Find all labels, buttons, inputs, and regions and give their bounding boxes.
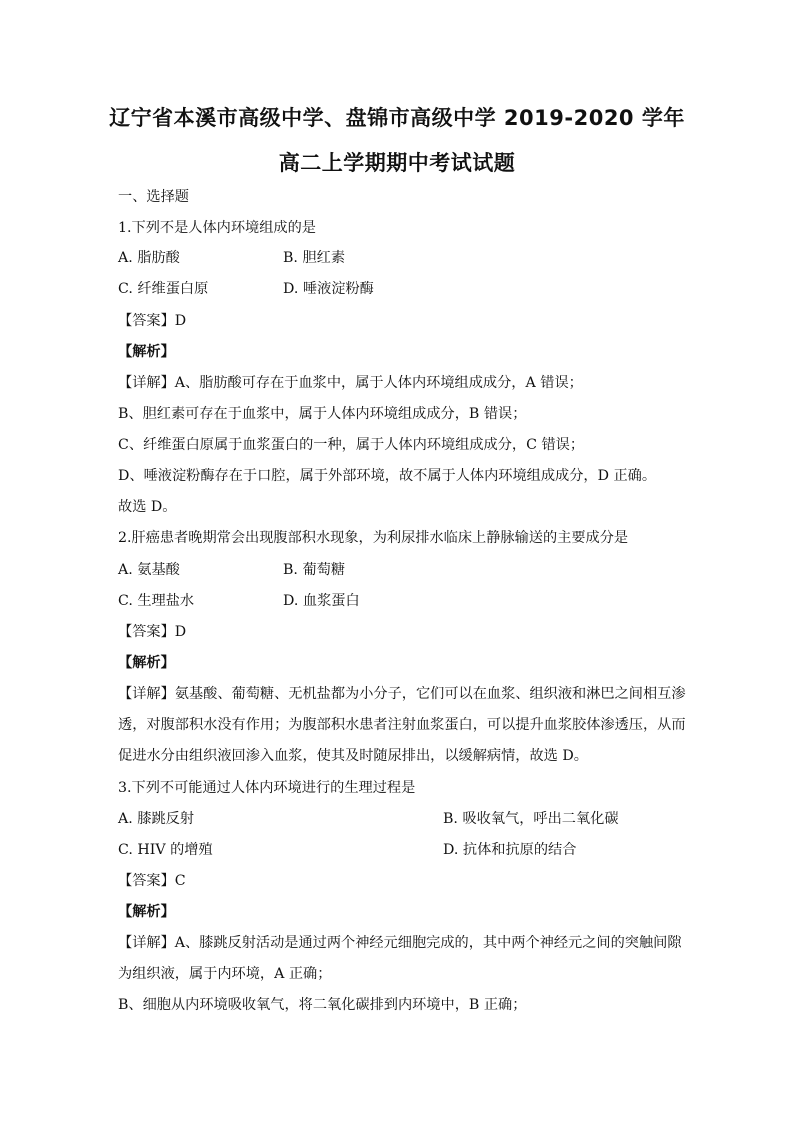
q1-option-d: D. 唾液淀粉酶 xyxy=(283,281,374,297)
q1-detail-line: D、唾液淀粉酶存在于口腔，属于外部环境，故不属于人体内环境组成成分，D 正确。 xyxy=(118,468,657,484)
q2-answer: 【答案】D xyxy=(118,624,187,640)
q2-analysis-label: 【解析】 xyxy=(118,655,175,671)
q2-option-c: C. 生理盐水 xyxy=(118,593,195,609)
q3-detail-line: 为组织液，属于内环境，A 正确； xyxy=(118,966,332,982)
q3-option-c: C. HIV 的增殖 xyxy=(118,842,213,858)
q3-answer: 【答案】C xyxy=(118,873,186,889)
q1-detail-line: 【详解】A、脂肪酸可存在于血浆中，属于人体内环境组成成分，A 错误； xyxy=(118,375,583,391)
q3-detail-line: B、细胞从内环境吸收氧气，将二氧化碳排到内环境中，B 正确； xyxy=(118,997,527,1013)
title-line-1: 辽宁省本溪市高级中学、盘锦市高级中学 2019-2020 学年 xyxy=(109,106,685,130)
q2-option-d: D. 血浆蛋白 xyxy=(283,593,360,609)
q1-option-c: C. 纤维蛋白原 xyxy=(118,281,209,297)
q1-analysis-label: 【解析】 xyxy=(118,344,175,360)
q2-stem: 2.肝癌患者晚期常会出现腹部积水现象，为利尿排水临床上静脉输送的主要成分是 xyxy=(118,530,629,546)
section-heading: 一、选择题 xyxy=(118,189,189,205)
q3-option-d: D. 抗体和抗原的结合 xyxy=(443,842,577,858)
q1-detail-line: B、胆红素可存在于血浆中，属于人体内环境组成成分，B 错误； xyxy=(118,406,527,422)
q1-detail-line: C、纤维蛋白原属于血浆蛋白的一种，属于人体内环境组成成分，C 错误； xyxy=(118,437,585,453)
q1-answer: 【答案】D xyxy=(118,313,187,329)
q2-detail-line: 【详解】氨基酸、葡萄糖、无机盐都为小分子，它们可以在血浆、组织液和淋巴之间相互渗 xyxy=(118,686,686,702)
q1-option-a: A. 脂肪酸 xyxy=(118,250,180,266)
q1-option-b: B. 胆红素 xyxy=(283,250,346,266)
q3-detail-line: 【详解】A、膝跳反射活动是通过两个神经元细胞完成的，其中两个神经元之间的突触间隙 xyxy=(118,935,682,951)
q3-analysis-label: 【解析】 xyxy=(118,904,175,920)
title-line-2: 高二上学期期中考试试题 xyxy=(278,151,516,175)
q2-option-b: B. 葡萄糖 xyxy=(283,562,346,578)
q3-stem: 3.下列不可能通过人体内环境进行的生理过程是 xyxy=(118,780,416,796)
q3-option-a: A. 膝跳反射 xyxy=(118,811,195,827)
q2-option-a: A. 氨基酸 xyxy=(118,562,180,578)
q2-detail-line: 透，对腹部积水没有作用；为腹部积水患者注射血浆蛋白，可以提升血浆胶体渗透压，从而 xyxy=(118,717,686,733)
q3-option-b: B. 吸收氧气，呼出二氧化碳 xyxy=(443,811,619,827)
q2-detail-line: 促进水分由组织液回渗入血浆，使其及时随尿排出，以缓解病情，故选 D。 xyxy=(118,748,588,764)
q1-detail-line: 故选 D。 xyxy=(118,499,177,515)
q1-stem: 1.下列不是人体内环境组成的是 xyxy=(118,220,316,236)
